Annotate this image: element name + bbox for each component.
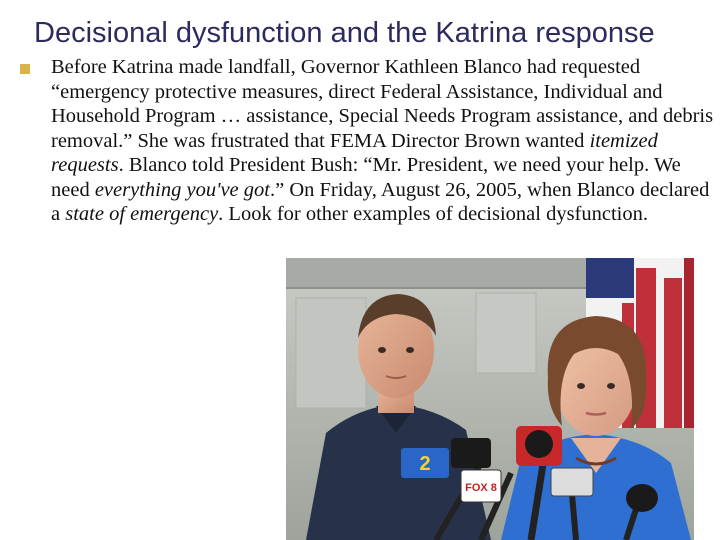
bullet-text-emphasis: itemized requests (51, 129, 658, 176)
bullet-text-emphasis: everything you've got (94, 178, 270, 201)
bullet-text-emphasis: state of emergency (65, 203, 219, 225)
mic-flag-label: 2 (419, 453, 431, 475)
bullet-text-segment: . Blanco told President Bush: “Mr. President, we need your help. We need (51, 154, 681, 201)
slide-title: Decisional dysfunction and the Katrina response (34, 17, 655, 49)
bullet-text-segment: .” On Friday, August 26, 2005, when Blanco declared a (51, 178, 710, 225)
mic-flag-label: FOX 8 (465, 482, 497, 494)
bullet-text (51, 55, 715, 227)
bullet-text-segment: . Look for other examples of decisional dysfunction. (218, 203, 648, 225)
bullet-text-segment: Before Katrina made landfall, Governor Kathleen Blanco had requested “emergency protective measures, direct Federal Assistance, Individual and Household Program … assistance, Special Needs Program assistance, and debris removal.” She was frustrated that FEMA Director Brown wanted (51, 56, 714, 152)
wall-panel (296, 298, 366, 408)
press-conference-photo (286, 258, 694, 540)
mic-flag-grey (551, 468, 593, 496)
bullet-marker (20, 64, 30, 74)
wall-panel (476, 293, 536, 373)
press-conference-illustration (286, 258, 694, 540)
